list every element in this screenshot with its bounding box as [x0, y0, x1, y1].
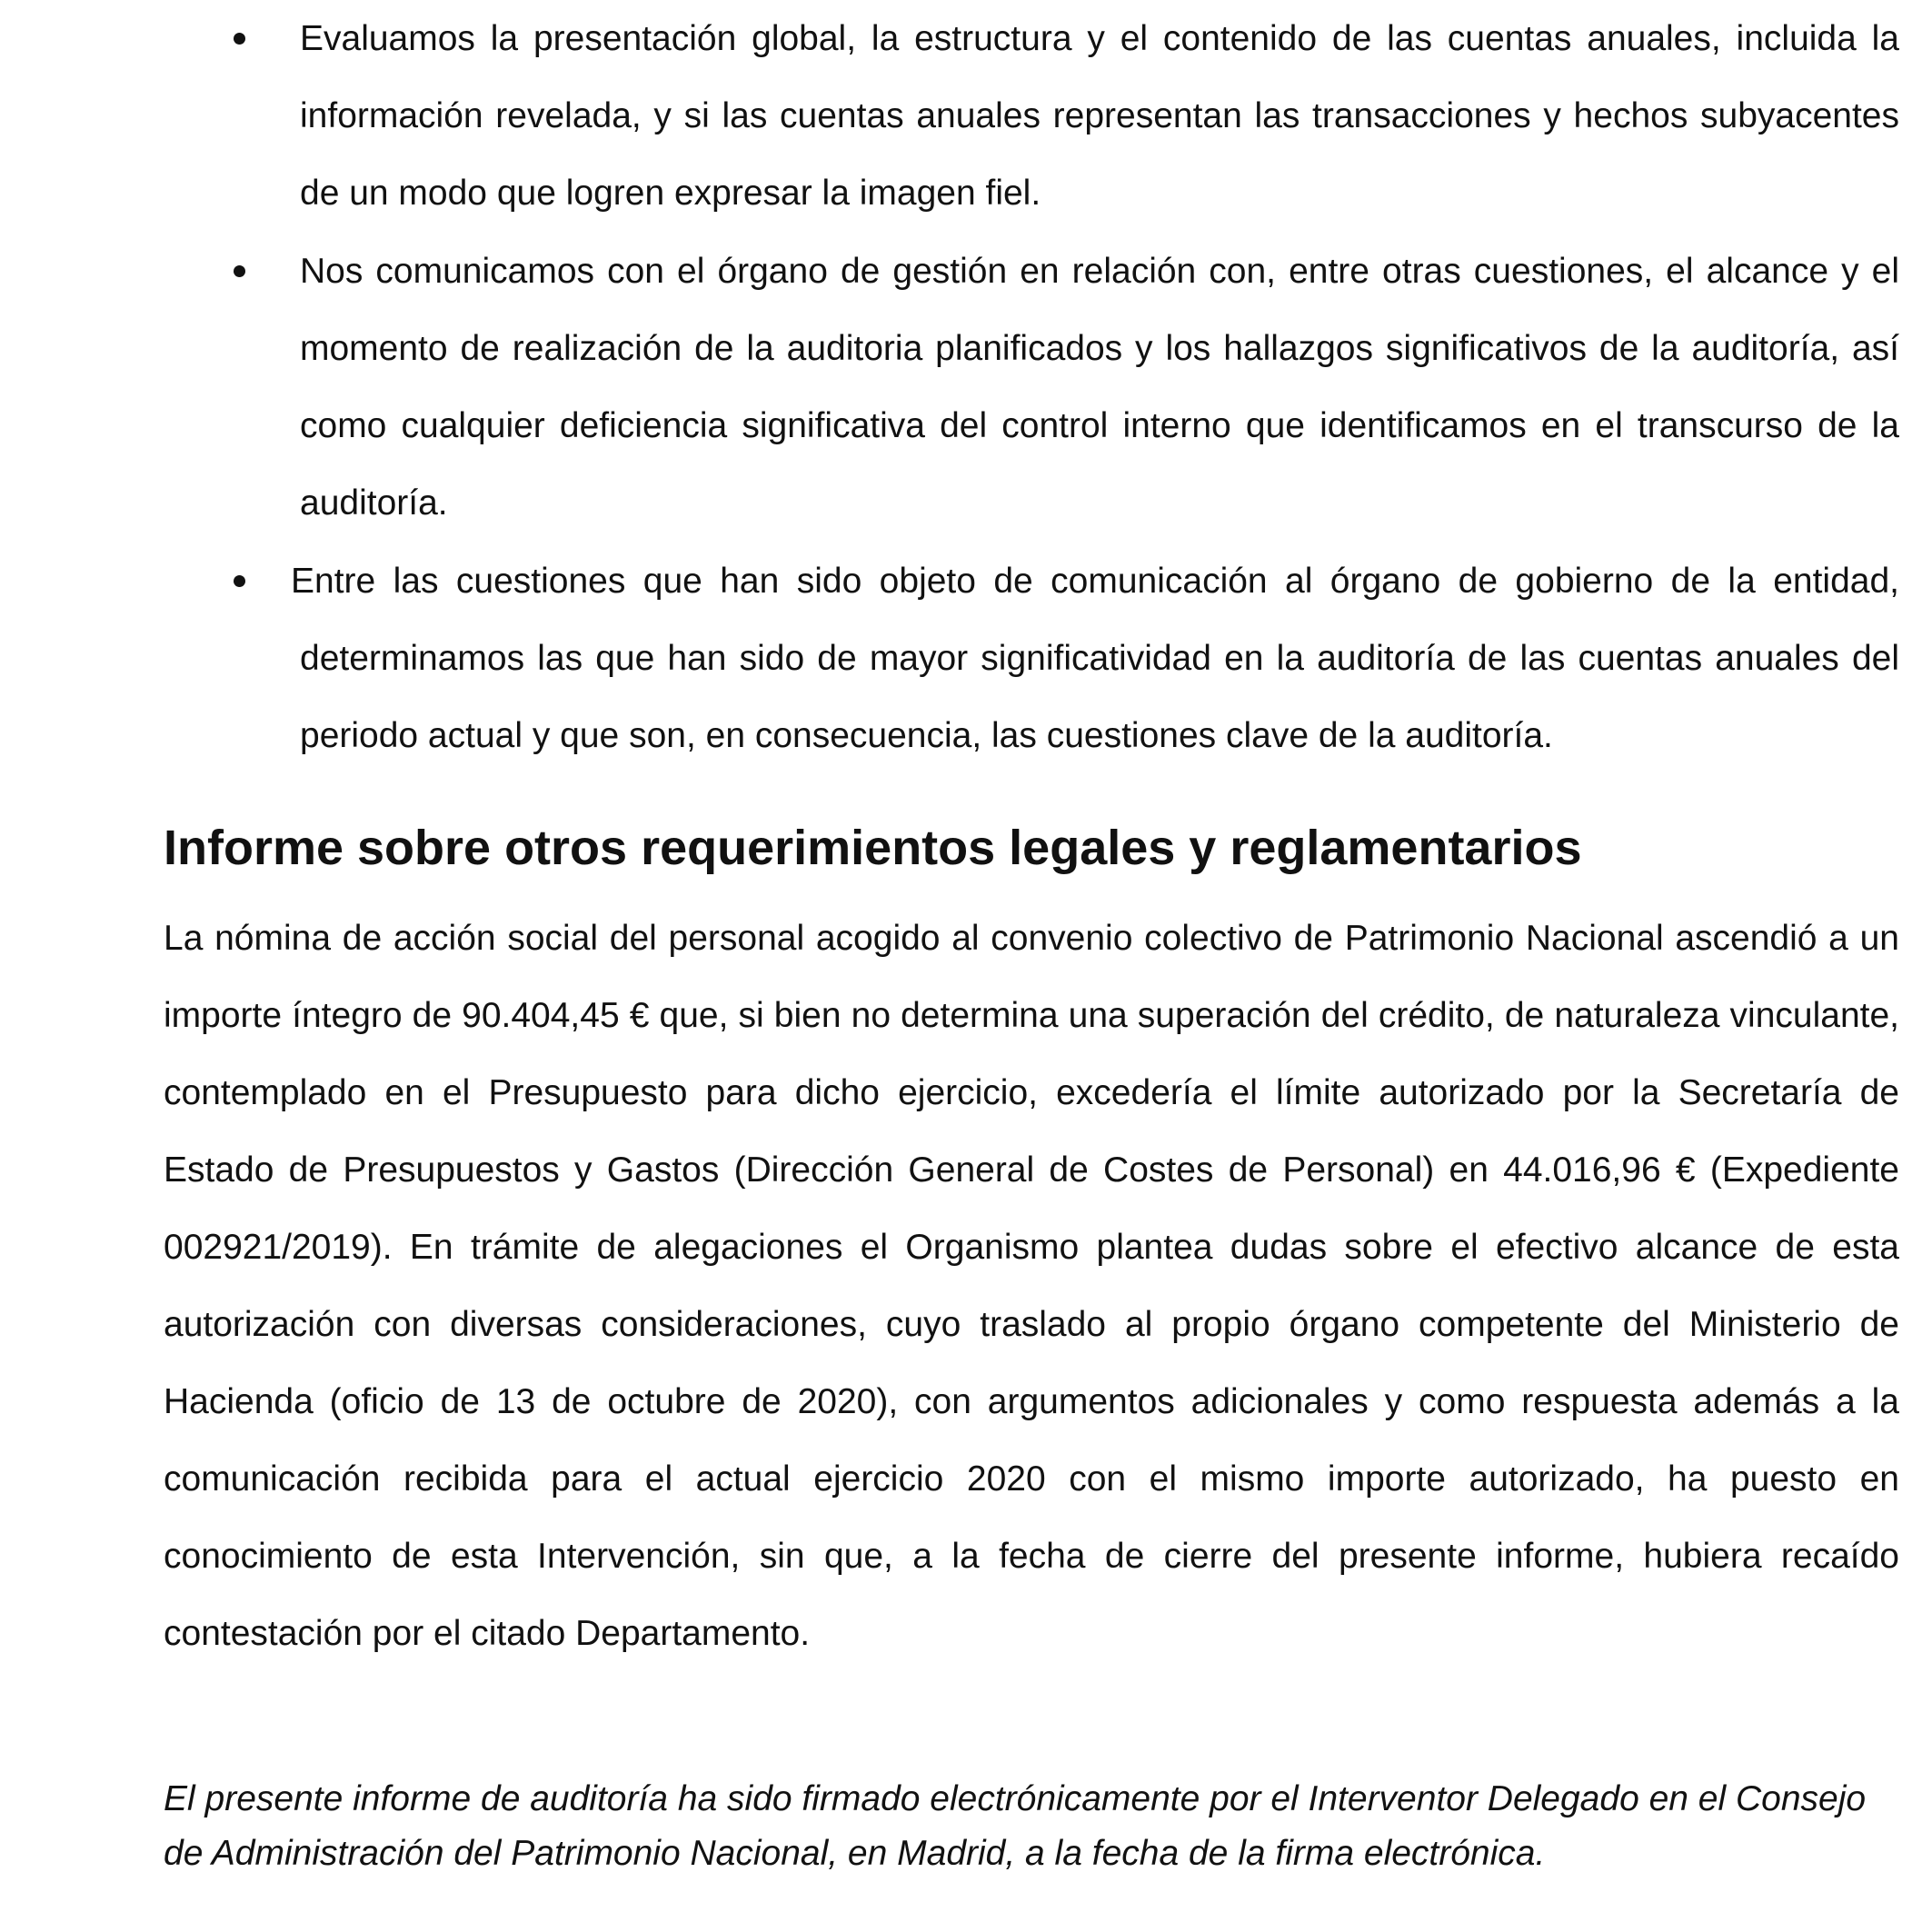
- closing-statement: El presente informe de auditoría ha sido firmado electrónicamente por el Interventor Delegado en el Consejo de Administración del Patrimonio Nacional, en Madrid, a la fecha de la firma electrónica.: [164, 1779, 1867, 1873]
- bullet-list: [164, 0, 1899, 774]
- bullet-text: Entre las cuestiones que han sido objeto de comunicación al órgano de gobierno de la entidad, determinamos las que han sido de mayor significatividad en la auditoría de las cuentas anuales del periodo actual y que son, en consecuencia, las cuestiones clave de la auditoría.: [291, 562, 1899, 755]
- list-item: [164, 543, 1899, 774]
- bullet-icon: [234, 265, 245, 277]
- list-item: [164, 0, 1899, 232]
- list-item: [164, 233, 1899, 542]
- bullet-text: Evaluamos la presentación global, la estructura y el contenido de las cuentas anuales, incluida la información revelada, y si las cuentas anuales representan las transacciones y hechos subyacentes de un modo que logren expresar la imagen fiel.: [300, 19, 1899, 213]
- section-heading: Informe sobre otros requerimientos legales y reglamentarios: [164, 821, 1582, 875]
- bullet-icon: [234, 33, 245, 45]
- bullet-icon: [234, 575, 245, 587]
- document-page: [164, 0, 1899, 1873]
- bullet-text: Nos comunicamos con el órgano de gestión en relación con, entre otras cuestiones, el alcance y el momento de realización de la auditoria planificados y los hallazgos significativos de la auditoría, así como cualquier deficiencia significativa del control interno que identificamos en el transcurso de la auditoría.: [300, 252, 1899, 523]
- body-paragraph: La nómina de acción social del personal acogido al convenio colectivo de Patrimonio Nacional ascendió a un importe íntegro de 90.404,45 € que, si bien no determina una superación del crédito, de naturaleza vinculante, contemplado en el Presupuesto para dicho ejercicio, excedería el límite autorizado por la Secretaría de Estado de Presupuestos y Gastos (Dirección General de Costes de Personal) en 44.016,96 € (Expediente 002921/2019). En trámite de alegaciones el Organismo plantea dudas sobre el efectivo alcance de esta autorización con diversas consideraciones, cuyo traslado al propio órgano competente del Ministerio de Hacienda (oficio de 13 de octubre de 2020), con argumentos adicionales y como respuesta además a la comunicación recibida para el actual ejercicio 2020 con el mismo importe autorizado, ha puesto en conocimiento de esta Intervención, sin que, a la fecha de cierre del presente informe, hubiera recaído contestación por el citado Departamento.: [164, 919, 1899, 1653]
